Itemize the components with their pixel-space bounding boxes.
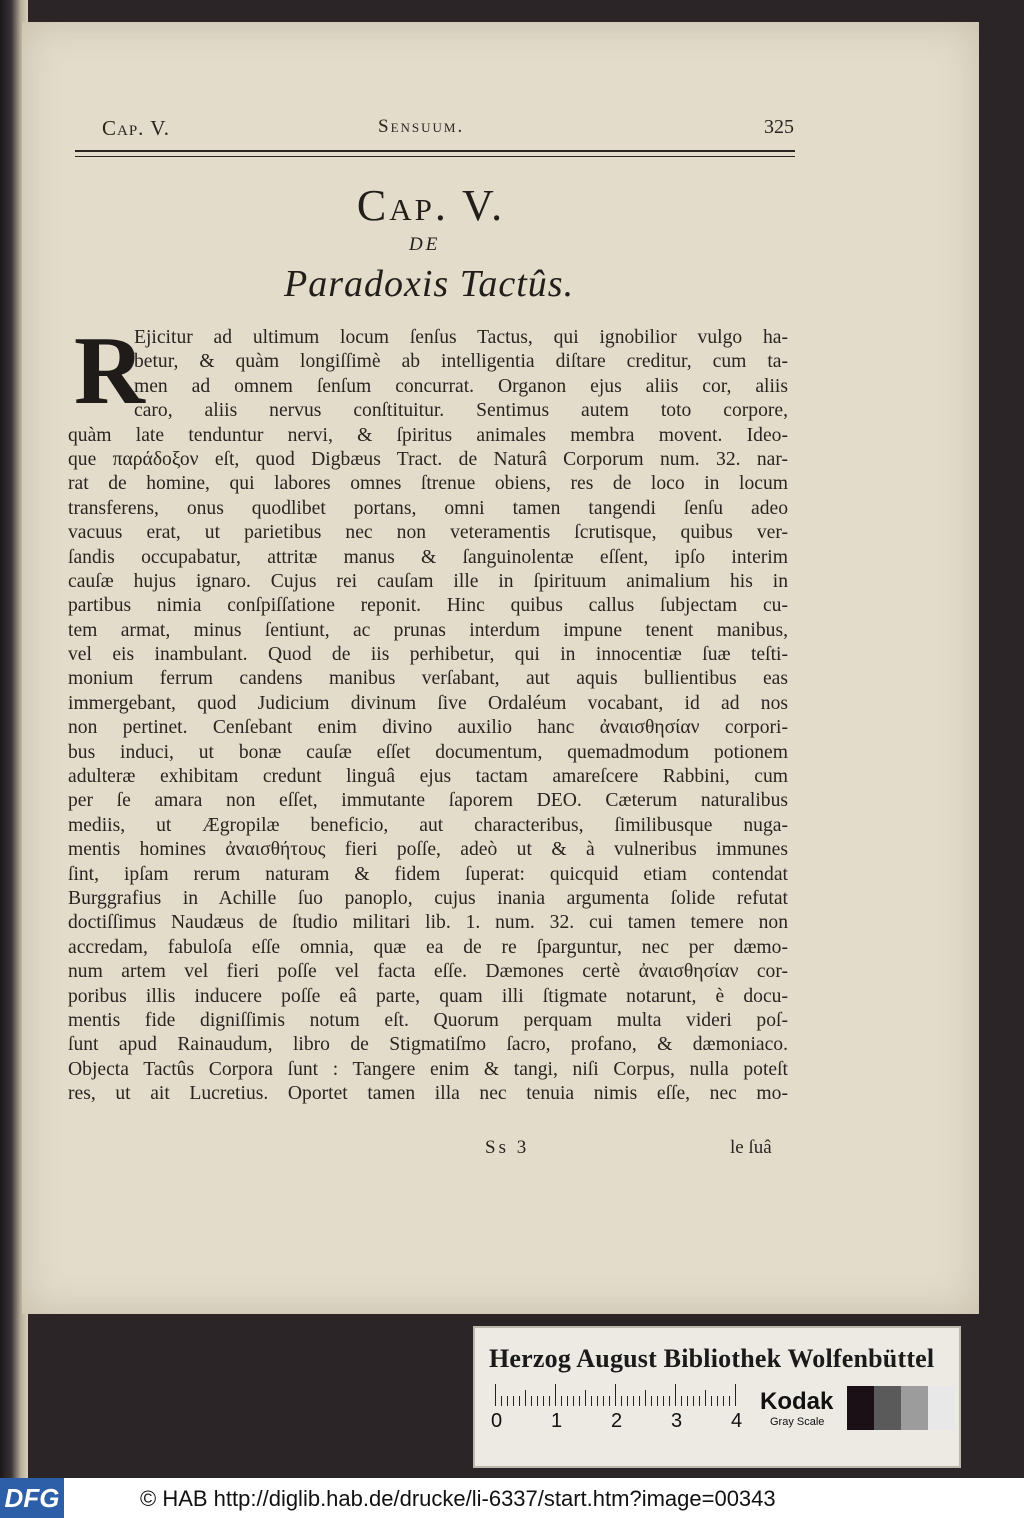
text-line: rat de homine, qui labores omnes ſtrenue obiens, res de loco in locum xyxy=(68,473,788,495)
ruler-tick xyxy=(543,1396,544,1406)
text-line: ſandis occupabatur, attritæ manus & ſanguinolentæ eſſent, ipſo interim xyxy=(68,546,788,568)
ruler-tick xyxy=(621,1396,622,1406)
ruler-tick xyxy=(567,1396,568,1406)
ruler-tick xyxy=(597,1396,598,1406)
text-line: Burggrafius in Achille ſuo panoplo, cujus inania argumenta ſolide refutat xyxy=(68,887,788,909)
text-line: vacuus erat, ut parietibus nec non veteramentis ſcrutisque, quibus ver- xyxy=(68,522,788,544)
ruler-tick xyxy=(585,1390,586,1406)
ruler-tick xyxy=(609,1396,610,1406)
chapter-title-text: Cap. V. xyxy=(356,181,506,230)
viewer-footer xyxy=(0,1478,1024,1518)
text-line: Ejicitur ad ultimum locum ſenſus Tactus, qui ignobilior vulgo ha- xyxy=(134,327,788,348)
text-line: ſint, ipſam rerum naturam & fidem ſuperat: quicquid etiam contendat xyxy=(68,863,788,885)
ruler-tick xyxy=(519,1396,520,1406)
text-line: mentis homines ἀναισθήτους fieri poſſe, adeò ut & à vulneribus immunes xyxy=(68,839,788,861)
ruler-tick xyxy=(579,1396,580,1406)
text-line: mediis, ut Ægropilæ beneficio, aut characteribus, ſimilibusque nuga- xyxy=(68,814,788,836)
ruler-tick xyxy=(717,1396,718,1406)
ruler-tick xyxy=(681,1396,682,1406)
library-name: Herzog August Bibliothek Wolfenbüttel xyxy=(489,1344,935,1373)
kodak-logo: Kodak xyxy=(760,1388,834,1415)
text-line: tem armat, minus ſentiunt, ac prunas interdum impune tenent manibus, xyxy=(68,619,788,641)
drop-cap: R xyxy=(74,317,145,425)
ruler-tick xyxy=(687,1396,688,1406)
ruler-tick xyxy=(711,1396,712,1406)
dfg-logo: DFG xyxy=(0,1478,64,1518)
text-line: bus induci, ut bonæ cauſæ eſſet documentum, quemadmodum potionem xyxy=(68,741,788,763)
text-line: non pertinet. Cenſebant enim divino auxilio hanc ἀναισθησίαν corpori- xyxy=(68,717,788,739)
text-line: betur, & quàm longiſſimè ab intelligentia diſtare creditur, cum ta- xyxy=(134,351,788,373)
gray-swatch xyxy=(874,1386,901,1430)
text-line: caro, aliis nervus conſtituitur. Sentimus autem toto corpore, xyxy=(134,400,788,422)
gray-swatch xyxy=(928,1386,955,1430)
running-head-title: Sensuum. xyxy=(378,116,465,137)
text-line: ſunt apud Rainaudum, libro de Stigmatiſmo ſacro, profano, & dæmoniaco. xyxy=(68,1034,788,1056)
chapter-subtitle: Paradoxis Tactûs. xyxy=(284,263,575,305)
ruler-tick xyxy=(735,1384,736,1406)
text-line: men ad omnem ſenſum concurrat. Organon ejus aliis cor, aliis xyxy=(134,375,788,397)
ruler-tick xyxy=(549,1396,550,1406)
gray-swatch xyxy=(901,1386,928,1430)
ruler-number: 0 xyxy=(491,1410,503,1432)
ruler-tick xyxy=(669,1396,670,1406)
text-line: immergebant, quod Judicium divinum ſive Ordaléum vocabant, id ad nos xyxy=(68,692,788,714)
ruler-tick xyxy=(729,1396,730,1406)
text-line: num artem vel fieri poſſe vel facta eſſe. Dæmones certè ἀναισθησίαν cor- xyxy=(68,961,788,983)
gray-scale-label: Gray Scale xyxy=(770,1416,825,1428)
ruler-tick xyxy=(603,1396,604,1406)
gray-swatch xyxy=(847,1386,874,1430)
text-line: Objecta Tactûs Corpora ſunt : Tangere enim & tangi, niſi Corpus, nulla poteſt xyxy=(68,1058,788,1080)
ruler-number: 3 xyxy=(671,1410,683,1432)
ruler-tick xyxy=(561,1396,562,1406)
ruler-tick xyxy=(501,1396,502,1406)
ruler-tick xyxy=(591,1396,592,1406)
ruler-tick xyxy=(639,1396,640,1406)
ruler-tick xyxy=(663,1396,664,1406)
ruler-tick xyxy=(657,1396,658,1406)
ruler-tick xyxy=(555,1384,556,1406)
text-line: per ſe amara non eſſet, immutante ſaporem DEO. Cæterum naturalibus xyxy=(68,790,788,812)
text-line: accredam, fabuloſa eſſe omnia, quæ ea de re ſparguntur, nec per dæmo- xyxy=(68,936,788,958)
ruler-tick xyxy=(573,1396,574,1406)
page-number: 325 xyxy=(764,116,794,138)
ruler-tick xyxy=(537,1396,538,1406)
ruler-tick xyxy=(693,1396,694,1406)
ruler-tick xyxy=(675,1384,676,1406)
ruler-tick xyxy=(699,1396,700,1406)
chapter-de: DE xyxy=(409,234,441,255)
ruler-tick xyxy=(645,1390,646,1406)
catchword: le ſuâ xyxy=(730,1137,772,1158)
library-color-card xyxy=(473,1326,961,1468)
ruler-tick xyxy=(651,1396,652,1406)
text-line: res, ut ait Lucretius. Oportet tamen illa nec tenuia nimis eſſe, nec mo- xyxy=(68,1083,788,1105)
ruler-tick xyxy=(495,1384,496,1406)
copyright-url: © HAB http://diglib.hab.de/drucke/li-6337/start.htm?image=00343 xyxy=(140,1486,776,1511)
ruler-number: 1 xyxy=(551,1410,563,1432)
ruler-number: 4 xyxy=(731,1410,743,1432)
text-line: doctiſſimus Naudæus de ſtudio militari lib. 1. num. 32. cui tamen temere non xyxy=(68,912,788,934)
text-line: transferens, onus quodlibet portans, omni tamen tangendi ſenſu adeo xyxy=(68,497,788,519)
text-line: monium ferrum candens manibus verſabant, aut aquis bullientibus eas xyxy=(68,668,788,690)
ruler-tick xyxy=(633,1396,634,1406)
ruler-tick xyxy=(705,1390,706,1406)
ruler-tick xyxy=(525,1390,526,1406)
chapter-title xyxy=(0,180,957,231)
text-line: adulteræ exhibitam credunt linguâ ejus tactam amareſcere Rabbini, cum xyxy=(68,766,788,788)
header-rule xyxy=(75,150,795,157)
ruler-tick xyxy=(507,1396,508,1406)
text-line: que παράδοξον eſt, quod Digbæus Tract. de Naturâ Corporum num. 32. nar- xyxy=(68,448,788,470)
text-line: quàm late tenduntur nervi, & ſpiritus animales membra movent. Ideo- xyxy=(68,424,788,446)
text-line: poribus illis inducere poſſe eâ parte, quam illi ſtigmate notarunt, è docu- xyxy=(68,985,788,1007)
body-text xyxy=(68,317,788,1107)
text-line: partibus nimia conſpiſſatione reponit. Hinc quibus callus ſubjectam cu- xyxy=(68,595,788,617)
ruler-tick xyxy=(723,1396,724,1406)
ruler-tick xyxy=(627,1396,628,1406)
ruler-number: 2 xyxy=(611,1410,623,1432)
text-line: cauſæ hujus ignaro. Cujus rei cauſam ille in ſpirituum animalium his in xyxy=(68,570,788,592)
signature-mark: Ss 3 xyxy=(485,1137,530,1158)
running-head xyxy=(78,116,794,146)
text-line: mentis fide digniſſimis notum eſt. Quorum perquam multa videri poſ- xyxy=(68,1009,788,1031)
text-line: vel eis inambulant. Quod de iis perhibetur, qui in innocentiæ ſuæ teſti- xyxy=(68,644,788,666)
ruler-tick xyxy=(531,1396,532,1406)
running-head-chapter: Cap. V. xyxy=(102,116,171,140)
measurement-ruler xyxy=(491,1384,741,1430)
ruler-tick xyxy=(615,1384,616,1406)
ruler-tick xyxy=(513,1396,514,1406)
